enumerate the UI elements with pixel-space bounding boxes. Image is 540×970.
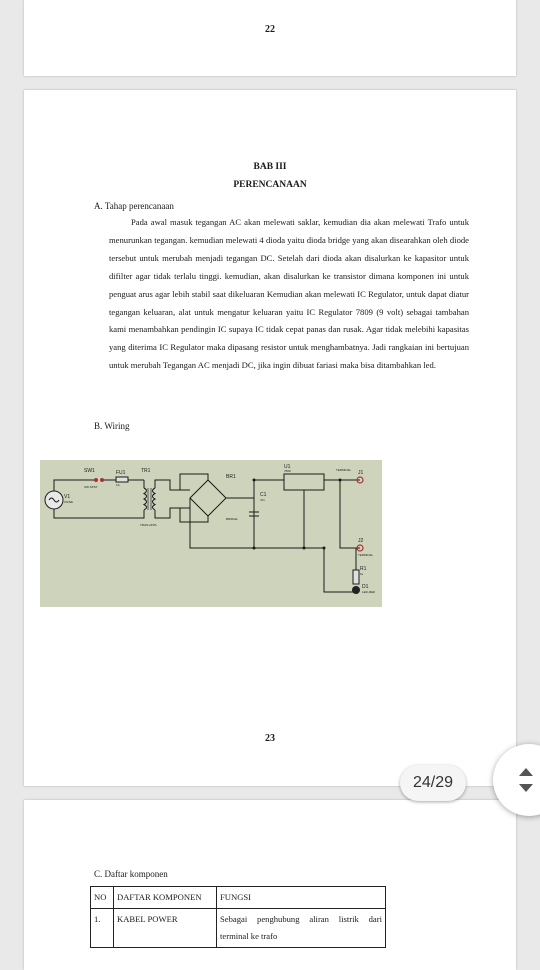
header-fungsi: FUNGSI [217,887,386,909]
label-br1: BR1 [226,474,236,480]
label-d1-val: LED-RED [362,590,376,594]
page-number: 22 [265,24,275,35]
page-indicator: 24/29 [400,765,466,801]
label-v1-val: VSINE [64,500,74,504]
label-u1-val: 7809 [284,469,291,473]
pdf-page-24 [24,800,516,970]
label-u1: U1 [284,464,291,470]
label-bridge: BRIDGE [226,517,238,521]
header-daftar-komponen: DAFTAR KOMPONEN [114,887,217,909]
cell-komponen: KABEL POWER [114,909,217,948]
label-terminal-j2: TERMINAL [358,553,374,557]
label-fu1: FU1 [116,470,126,476]
chevron-down-icon[interactable] [519,784,533,792]
label-j1: J1 [358,470,364,476]
section-a-heading: A. Tahap perencanaan [94,201,174,211]
chevron-up-icon[interactable] [519,768,533,776]
chapter-title: BAB III [253,162,287,172]
label-sw1-type: SW-SPST [84,485,98,489]
label-tr1-type: TRAN-2P2S [140,523,157,527]
wiring-schematic [40,460,382,607]
table-row [91,909,386,948]
label-tr1: TR1 [141,468,151,474]
label-v1: V1 [64,494,71,500]
label-c1-val: 47u [260,498,266,502]
header-no: NO [91,887,114,909]
pdf-page-22 [24,0,516,76]
table-header-row [91,887,386,909]
cell-fungsi: Sebagai penghubung aliran listrik dari terminal ke trafo [217,909,386,948]
page-number: 23 [265,733,275,744]
label-sw1: SW1 [84,468,95,474]
chapter-subtitle: PERENCANAAN [233,180,307,190]
cell-no: 1. [91,909,114,948]
label-terminal-j1: TERMINAL [336,468,352,472]
schematic-drawing [40,460,382,607]
pdf-page-23 [24,90,516,786]
section-c-heading: C. Daftar komponen [94,869,168,879]
label-r1: R1 [360,566,367,572]
label-fu1-val: 1A [116,483,120,487]
label-d1: D1 [362,584,369,590]
section-b-heading: B. Wiring [94,421,130,431]
label-r1-val: 1k [360,572,364,576]
label-c1: C1 [260,492,267,498]
component-table [90,886,386,948]
section-a-paragraph: Pada awal masuk tegangan AC akan melewati saklar, kemudian dia akan melewati Trafo untuk menurunkan tegangan. kemudian melewati 4 dioda yaitu dioda bridge yang akan disearahkan oleh diode tersebut untuk merubah menjadi tegangan DC. Setelah dari dioda akan disalurkan ke kapasitor untuk difilter agar tidak terlalu tinggi. kemudian, akan disalurkan ke transistor dimana komponen ini untuk penguat arus agar lebih stabil saat dikeluaran Kemudian akan melewati IC Regulator, untuk dapat diatur tegangan keluaran, alat untuk mengatur keluaran yaitu IC Regulator 7809 (9 volt) sebagai tambahan kami menambahkan pendingin IC supaya IC tidak cepat panas dan rusak. Agar tidak melebihi kapasitas yang diterima IC Regulator maka dipasang resistor untuk menghambatnya. Jadi rangkaian ini bertujuan untuk merubah Tegangan AC menjadi DC, jika ingin dibuat fariasi maka bisa ditambahkan led. [109,217,469,371]
label-j2: J2 [358,538,364,544]
